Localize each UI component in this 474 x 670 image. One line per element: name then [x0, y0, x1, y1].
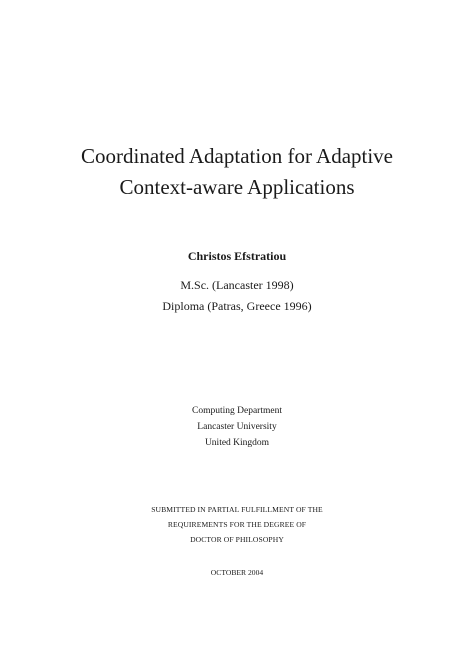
submission-line-2: REQUIREMENTS FOR THE DEGREE OF	[167, 520, 307, 529]
affiliation-department: Computing Department	[192, 406, 282, 416]
submission-date: OCTOBER 2004	[210, 568, 264, 577]
submission-line-3: DOCTOR OF PHILOSOPHY	[190, 535, 284, 544]
degree-diploma: Diploma (Patras, Greece 1996)	[162, 299, 312, 313]
degree-msc: M.Sc. (Lancaster 1998)	[180, 278, 294, 292]
title-line-2: Context-aware Applications	[119, 175, 355, 199]
affiliation-country: United Kingdom	[204, 438, 270, 448]
title-line-1: Coordinated Adaptation for Adaptive	[80, 144, 394, 168]
affiliation-university: Lancaster University	[197, 422, 277, 432]
submission-line-1: SUBMITTED IN PARTIAL FULFILLMENT OF THE	[151, 505, 323, 514]
author-name: Christos Efstratiou	[187, 249, 287, 263]
